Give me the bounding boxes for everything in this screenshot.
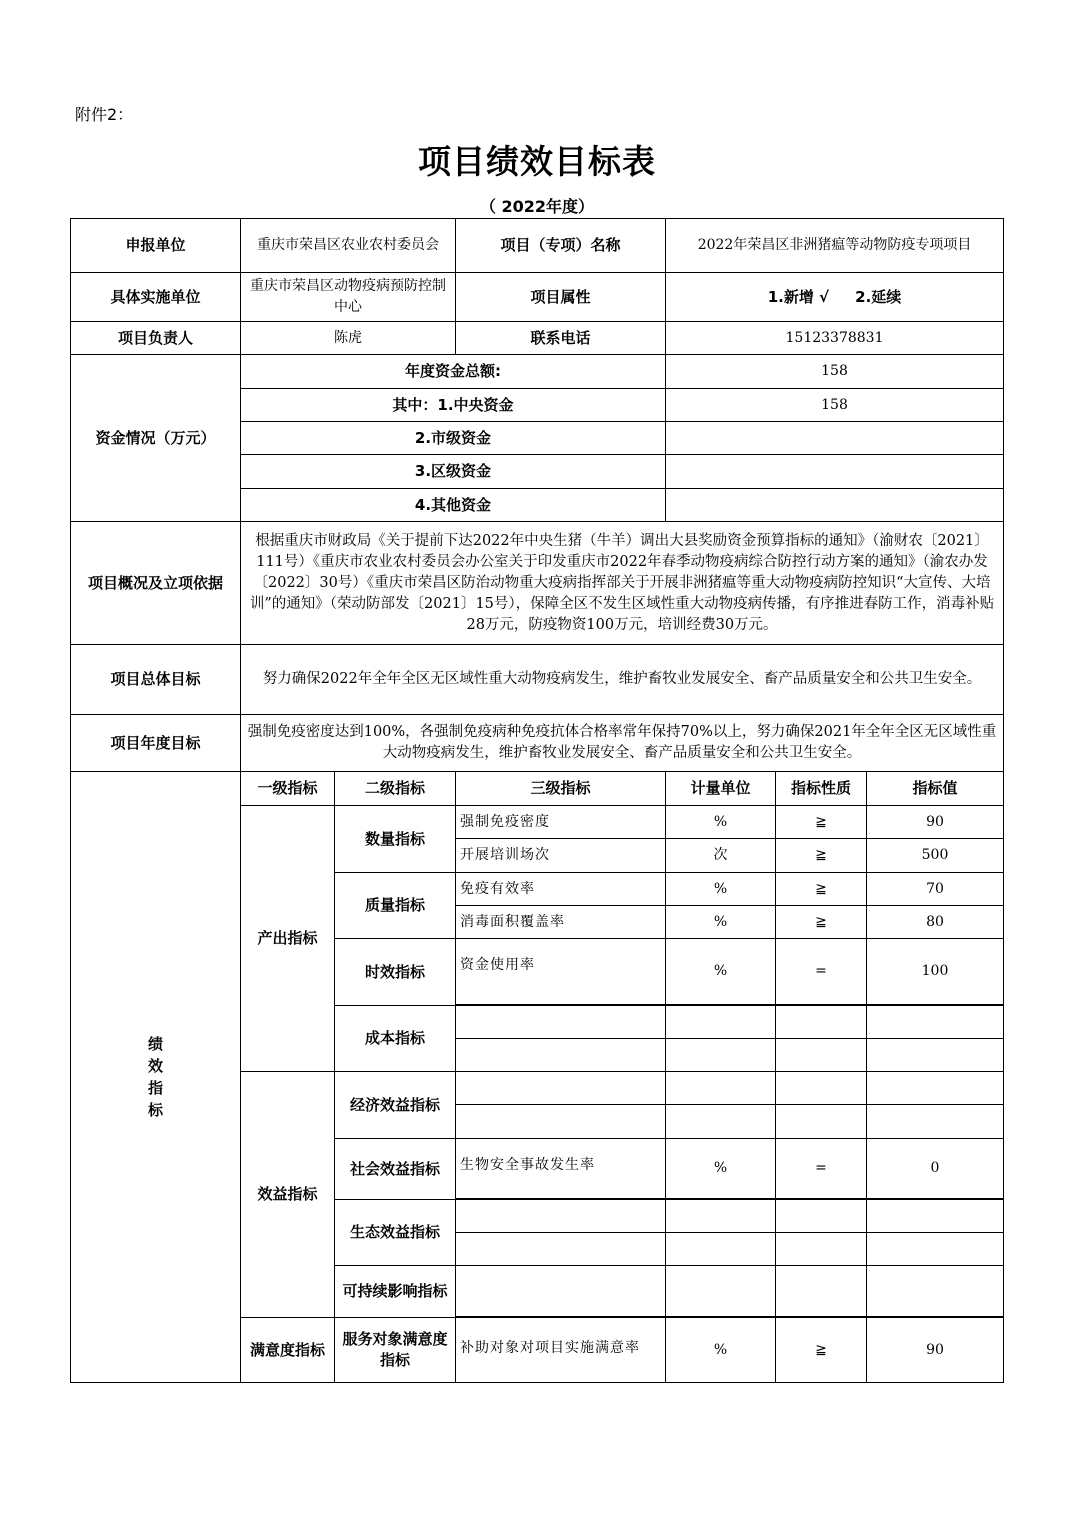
overview-text: 根据重庆市财政局《关于提前下达2022年中央生猪（牛羊）调出大县奖励资金预算指标的通知》（渝财农〔2021〕111号）《重庆市农业农村委员会办公室关于印发重庆市2022年春季动物疫病综合防控行动方案的通知》（渝农办发〔2022〕30号）《重庆市荣昌区防治动物重大疫病指挥部关于开展非洲猪瘟等重大动物疫病防控知识“大宣传、大培训”的通知》（荣动防部发〔2021〕15号），保障全区不发生区域性重大动物疫病传播，有序推进春防工作，消毒补贴28万元，防疫物资100万元，培训经费30万元。 [241, 522, 1004, 645]
empty-cell [867, 1200, 1004, 1233]
empty-cell [456, 1233, 666, 1266]
indicator-value: 0 [867, 1139, 1004, 1199]
quality-label: 质量指标 [335, 873, 456, 939]
project-name-value: 2022年荣昌区非洲猪瘟等动物防疫专项项目 [666, 219, 1004, 273]
empty-cell [776, 1105, 867, 1139]
property-value: 1.新增 √ 2.延续 [666, 273, 1004, 322]
empty-cell [666, 1233, 776, 1266]
economic-label: 经济效益指标 [335, 1072, 456, 1139]
declare-unit-value: 重庆市荣昌区农业农村委员会 [241, 219, 456, 273]
indicator-unit: % [666, 806, 776, 839]
performance-table [70, 218, 1004, 1383]
overall-goal-text: 努力确保2022年全年全区无区域性重大动物疫病发生，维护畜牧业发展安全、畜产品质量安全和公共卫生安全。 [241, 645, 1004, 715]
year-label: （ 2022年度） [479, 197, 595, 216]
indicator-value: 90 [867, 806, 1004, 839]
empty-cell [776, 1233, 867, 1266]
indicators-section-label [71, 772, 241, 1383]
empty-cell [776, 1039, 867, 1072]
indicator-name: 免疫有效率 [456, 873, 666, 906]
indicator-value: 100 [867, 939, 1004, 1005]
impl-unit-label: 具体实施单位 [71, 273, 241, 322]
sustainable-label: 可持续影响指标 [335, 1266, 456, 1318]
empty-cell [776, 1072, 867, 1105]
satisfaction-label: 满意度指标 [241, 1318, 335, 1383]
funds-other-value [666, 489, 1004, 522]
indicator-unit: % [666, 1139, 776, 1199]
indicator-unit: 次 [666, 839, 776, 873]
indicator-name: 生物安全事故发生率 [456, 1139, 666, 1199]
funds-city-value [666, 422, 1004, 455]
empty-cell [867, 1105, 1004, 1139]
empty-cell [776, 1006, 867, 1039]
empty-cell [867, 1266, 1004, 1317]
declare-unit-label: 申报单位 [71, 219, 241, 273]
indicator-nature: ≧ [776, 873, 867, 906]
empty-cell [666, 1006, 776, 1039]
property-label: 项目属性 [456, 273, 666, 322]
header-level2: 二级指标 [335, 772, 456, 806]
funds-other-label: 4.其他资金 [241, 489, 666, 522]
empty-cell [867, 1233, 1004, 1266]
annual-goal-text: 强制免疫密度达到100%，各强制免疫病种免疫抗体合格率常年保持70%以上，努力确保2021年全年全区无区域性重大动物疫病发生，维护畜牧业发展安全、畜产品质量安全和公共卫生安全。 [241, 715, 1004, 772]
indicator-name: 资金使用率 [456, 939, 666, 1005]
benefit-label: 效益指标 [241, 1072, 335, 1318]
indicator-nature: ≧ [776, 906, 867, 939]
empty-cell [776, 1200, 867, 1233]
funds-district-label: 3.区级资金 [241, 455, 666, 489]
header-level3: 三级指标 [456, 772, 666, 806]
quantity-label: 数量指标 [335, 806, 456, 873]
indicator-name: 强制免疫密度 [456, 806, 666, 839]
overview-label: 项目概况及立项依据 [71, 522, 241, 645]
indicator-nature: = [776, 1139, 867, 1199]
page-title: 项目绩效目标表 [418, 142, 656, 181]
funds-central-value: 158 [666, 389, 1004, 422]
indicator-name: 补助对象对项目实施满意率 [456, 1318, 666, 1383]
indicator-unit: % [666, 1318, 776, 1383]
phone-value: 15123378831 [666, 322, 1004, 355]
leader-value: 陈虎 [241, 322, 456, 355]
indicator-value: 70 [867, 873, 1004, 906]
indicator-value: 500 [867, 839, 1004, 873]
empty-cell [666, 1039, 776, 1072]
indicator-unit: % [666, 873, 776, 906]
empty-cell [456, 1006, 666, 1039]
empty-cell [456, 1200, 666, 1233]
empty-cell [867, 1006, 1004, 1039]
output-label: 产出指标 [241, 806, 335, 1072]
indicators-section-text: 绩效指标 [148, 1035, 164, 1119]
attachment-label: 附件2： [75, 105, 134, 124]
impl-unit-value: 重庆市荣昌区动物疫病预防控制中心 [241, 273, 456, 322]
header-unit: 计量单位 [666, 772, 776, 806]
cost-label: 成本指标 [335, 1006, 456, 1072]
empty-cell [666, 1266, 776, 1317]
funds-label: 资金情况（万元） [71, 355, 241, 522]
empty-cell [666, 1200, 776, 1233]
annual-goal-label: 项目年度目标 [71, 715, 241, 772]
indicator-value: 80 [867, 906, 1004, 939]
indicator-name: 消毒面积覆盖率 [456, 906, 666, 939]
service-label: 服务对象满意度指标 [335, 1318, 456, 1383]
empty-cell [666, 1105, 776, 1139]
phone-label: 联系电话 [456, 322, 666, 355]
funds-district-value [666, 455, 1004, 489]
leader-label: 项目负责人 [71, 322, 241, 355]
header-value: 指标值 [867, 772, 1004, 806]
empty-cell [867, 1039, 1004, 1072]
indicator-unit: % [666, 939, 776, 1005]
indicator-nature: = [776, 939, 867, 1005]
indicator-unit: % [666, 906, 776, 939]
ecological-label: 生态效益指标 [335, 1200, 456, 1266]
header-nature: 指标性质 [776, 772, 867, 806]
empty-cell [456, 1105, 666, 1139]
project-name-label: 项目（专项）名称 [456, 219, 666, 273]
empty-cell [666, 1072, 776, 1105]
indicator-nature: ≧ [776, 806, 867, 839]
empty-cell [776, 1266, 867, 1317]
empty-cell [456, 1072, 666, 1105]
social-label: 社会效益指标 [335, 1139, 456, 1200]
indicator-value: 90 [867, 1318, 1004, 1383]
funds-central-label: 其中：1.中央资金 [241, 389, 666, 422]
funds-total-value: 158 [666, 355, 1004, 389]
funds-city-label: 2.市级资金 [241, 422, 666, 455]
empty-cell [456, 1266, 666, 1317]
funds-total-label: 年度资金总额: [241, 355, 666, 389]
timeliness-label: 时效指标 [335, 939, 456, 1006]
empty-cell [456, 1039, 666, 1072]
overall-goal-label: 项目总体目标 [71, 645, 241, 715]
indicator-nature: ≧ [776, 839, 867, 873]
indicator-name: 开展培训场次 [456, 839, 666, 873]
header-level1: 一级指标 [241, 772, 335, 806]
empty-cell [867, 1072, 1004, 1105]
indicator-nature: ≧ [776, 1318, 867, 1383]
